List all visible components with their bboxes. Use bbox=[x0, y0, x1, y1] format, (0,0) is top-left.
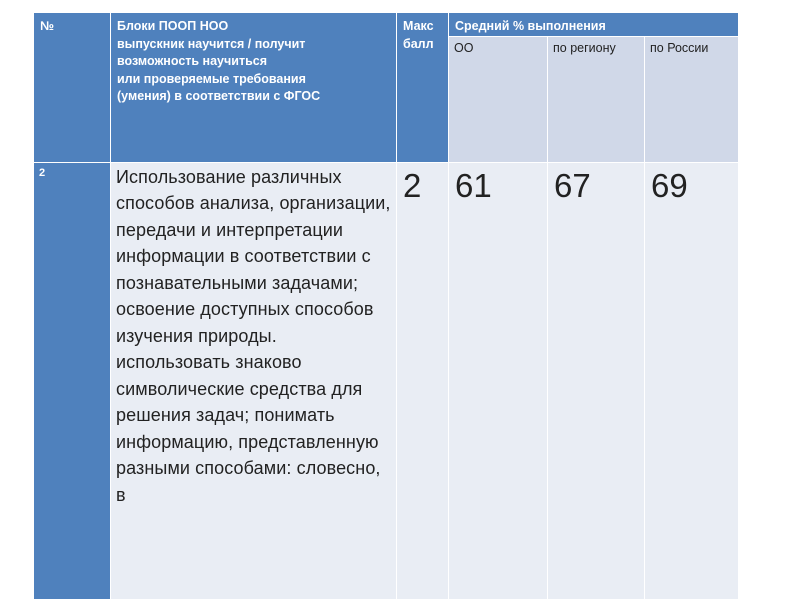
header-number: № bbox=[34, 13, 111, 163]
header-average-percent: Средний % выполнения bbox=[449, 13, 739, 37]
row-school-percent: 61 bbox=[449, 162, 548, 600]
subheader-region: по региону bbox=[548, 36, 645, 162]
row-max-score: 2 bbox=[397, 162, 449, 600]
row-requirement-text: Использование различных способов анализа, организации, передачи и интерпретации информации в соответствии с познавательными задачами; освоение доступных способов изучения природы. использовать знаково символические средства для решения задач; понимать информацию, представленную разными способами: словесно, в bbox=[111, 162, 397, 600]
results-table bbox=[33, 12, 739, 600]
subheader-russia: по России bbox=[645, 36, 739, 162]
row-number: 2 bbox=[34, 162, 111, 600]
header-blocks: Блоки ПООП НОО выпускник научится / получит возможность научиться или проверяемые требования (умения) в соответствии с ФГОС bbox=[111, 13, 397, 163]
header-max-score: Макс балл bbox=[397, 13, 449, 163]
row-region-percent: 67 bbox=[548, 162, 645, 600]
table-row bbox=[34, 162, 739, 600]
row-russia-percent: 69 bbox=[645, 162, 739, 600]
subheader-school: ОО bbox=[449, 36, 548, 162]
